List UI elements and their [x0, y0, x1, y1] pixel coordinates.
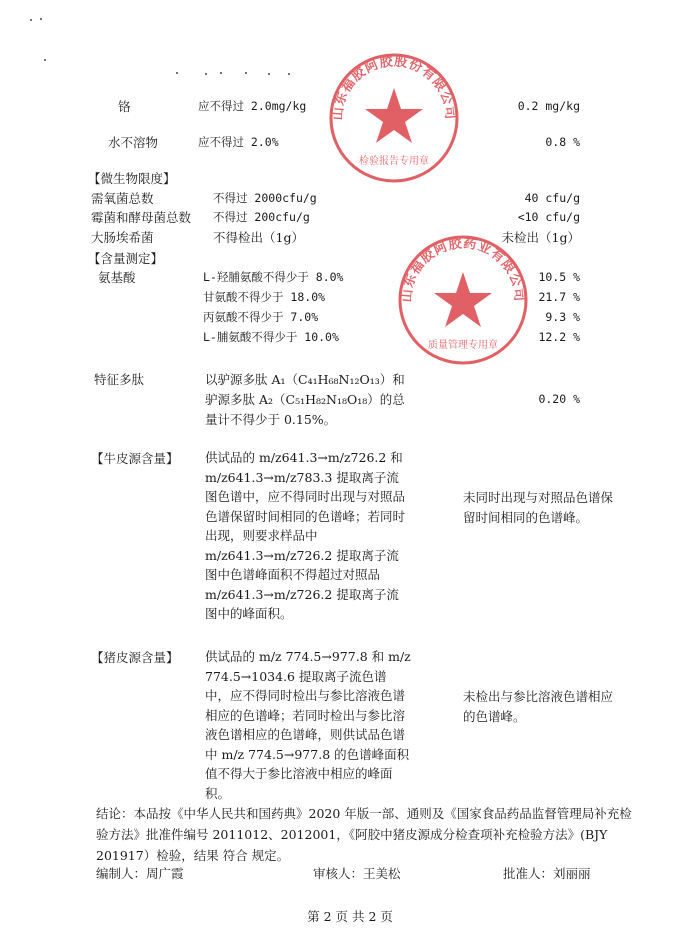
- pig-standard: 供试品的 m/z 774.5→977.8 和 m/z 774.5→1034.6 提取离子流色谱中，应不得同时检出与参比溶液色谱相应的色谱峰；若同时检出与参比溶液色谱相应的色谱峰，则供试品色谱中 m/z 774.5→977.8 的色谱峰面积值不得大于参比溶液中相应的峰面积。: [205, 649, 411, 801]
- amino-acid-label: 氨基酸: [98, 270, 136, 285]
- amino-row-result: 12.2 %: [538, 330, 580, 344]
- row-ecoli-result: 未检出（1g）: [501, 230, 580, 245]
- row-insoluble-name: 水不溶物: [108, 135, 159, 150]
- reviewer-signature: 审核人：王美松: [313, 866, 401, 881]
- row-insoluble-standard: 应不得过 2.0%: [198, 135, 279, 149]
- pig-result: 未检出与参比溶液色谱相应的色谱峰。: [463, 689, 614, 724]
- row-chromium-result: 0.2 mg/kg: [517, 99, 580, 113]
- page-number: 第 2 页 共 2 页: [307, 909, 393, 924]
- row-chromium-name: 铬: [118, 99, 131, 114]
- section-header-pig: 【猪皮源含量】: [91, 650, 179, 665]
- quality-management-seal: [395, 232, 531, 368]
- stamp1-subtext: 检验报告专用章: [359, 156, 429, 167]
- amino-row-standard: 丙氨酸不得少于 7.0%: [203, 310, 319, 324]
- row-chromium-standard: 应不得过 2.0mg/kg: [198, 99, 307, 113]
- cow-standard: 供试品的 m/z641.3→m/z726.2 和 m/z641.3→m/z783.3 提取离子流图色谱中，应不得同时出现与对照品色谱保留时间相同的色谱峰；若同时出现，则要求样品中 m/z641.3→m/z726.2 提取离子流图中色谱峰面积不得超过对照品 m/z641.3→m/z726.2 提取离子流图中的峰面积。: [205, 450, 406, 621]
- cow-result: 未同时出现与对照品色谱保留时间相同的色谱峰。: [463, 490, 614, 525]
- peptide-label: 特征多肽: [94, 372, 145, 387]
- row-mold-result: <10 cfu/g: [517, 210, 580, 224]
- stamp2-subtext: 质量管理专用章: [428, 340, 498, 351]
- approver-signature: 批准人：刘丽丽: [503, 866, 591, 881]
- row-mold-standard: 不得过 200cfu/g: [213, 210, 310, 224]
- section-header-microbial: 【微生物限度】: [88, 171, 176, 186]
- editor-signature: 编制人：周广霞: [96, 866, 184, 881]
- row-aerobic-result: 40 cfu/g: [524, 191, 580, 205]
- peptide-standard-line3: 量计不得少于 0.15%。: [205, 412, 337, 427]
- row-mold-name: 霉菌和酵母菌总数: [91, 210, 192, 225]
- row-ecoli-name: 大肠埃希菌: [91, 230, 154, 245]
- peptide-result: 0.20 %: [538, 392, 580, 406]
- row-aerobic-standard: 不得过 2000cfu/g: [213, 191, 317, 205]
- section-header-assay: 【含量测定】: [88, 251, 164, 266]
- amino-row-result: 10.5 %: [538, 270, 580, 284]
- peptide-standard-line1: 以驴源多肽 A₁（C₄₁H₆₈N₁₂O₁₃）和: [205, 372, 405, 387]
- amino-row-standard: 甘氨酸不得少于 18.0%: [203, 290, 326, 304]
- peptide-standard-line2: 驴源多肽 A₂（C₅₁H₈₂N₁₈O₁₈）的总: [205, 392, 405, 407]
- row-ecoli-standard: 不得检出（1g）: [213, 230, 304, 245]
- section-header-cow: 【牛皮源含量】: [91, 451, 179, 466]
- amino-row-result: 21.7 %: [538, 290, 580, 304]
- amino-row-standard: L-脯氨酸不得少于 10.0%: [203, 330, 339, 344]
- amino-row-result: 9.3 %: [545, 310, 580, 324]
- row-insoluble-result: 0.8 %: [545, 135, 580, 149]
- stamp2-text: 山东福胶阿胶药业有限公司: [399, 236, 527, 303]
- inspection-report-seal: [326, 50, 462, 186]
- stamp1-text: 山东福胶阿胶股份有限公司: [330, 54, 458, 121]
- amino-row-standard: L-羟脯氨酸不得少于 8.0%: [203, 270, 344, 284]
- conclusion-text: 结论：本品按《中华人民共和国药典》2020 年版一部、通则及《国家食品药品监督管理局补充检验方法》批准件编号 2011012、2012001，《阿胶中猪皮源成分检查项补充检验方法》(BJY 201917）检验，结果 符合 规定。: [96, 806, 632, 863]
- row-aerobic-name: 需氧菌总数: [91, 191, 154, 206]
